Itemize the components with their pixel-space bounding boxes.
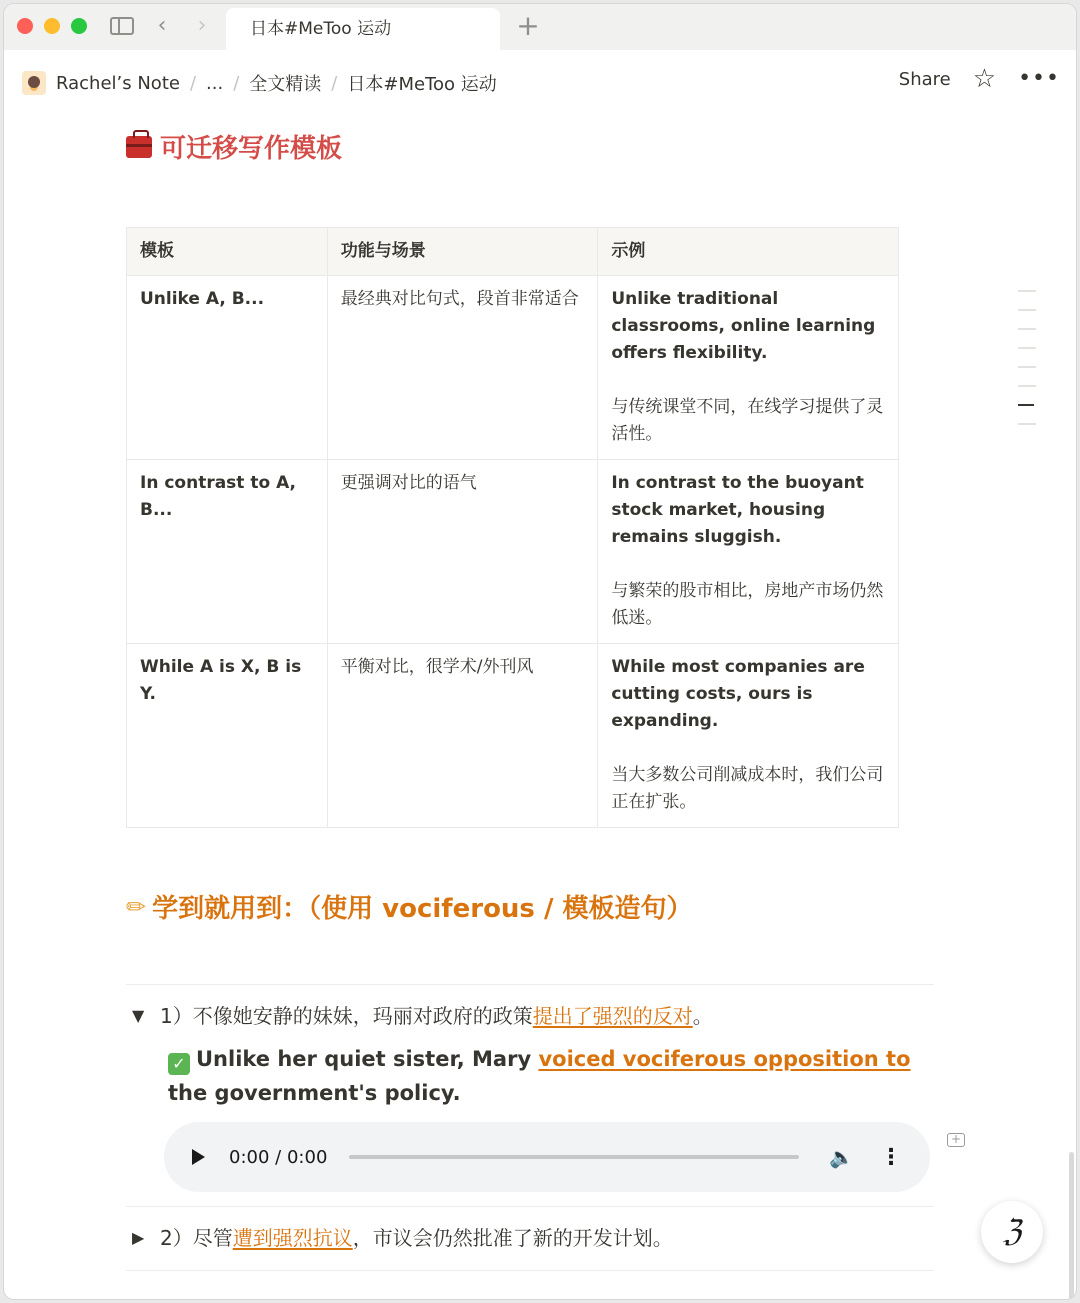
audio-more-icon[interactable]: ⋮ xyxy=(880,1144,902,1170)
example-chinese: 与传统课堂不同，在线学习提供了灵活性。 xyxy=(611,397,884,444)
table-header-cell[interactable]: 模板 xyxy=(127,228,328,276)
function-cell[interactable]: 最经典对比句式，段首非常适合 xyxy=(327,276,598,460)
toc-line[interactable] xyxy=(1018,290,1036,292)
forward-arrow-icon[interactable]: › xyxy=(197,13,207,38)
breadcrumb-page[interactable]: 日本#MeToo 运动 xyxy=(347,74,497,95)
toc-line[interactable] xyxy=(1018,328,1036,330)
maximize-window-button[interactable] xyxy=(71,18,87,34)
breadcrumb-separator: / xyxy=(233,72,240,94)
template-cell[interactable]: While A is X, B is Y. xyxy=(127,644,328,828)
answer-1-suffix: the government's policy. xyxy=(168,1081,461,1105)
audio-duration: 0:00 xyxy=(286,1146,328,1168)
example-english: While most companies are cutting costs, ours is expanding. xyxy=(611,657,865,731)
breadcrumb-ellipsis[interactable]: ... xyxy=(206,72,224,94)
share-button[interactable]: Share xyxy=(898,68,951,90)
app-window xyxy=(4,4,1076,1299)
title-bar xyxy=(4,4,1076,50)
new-tab-plus-icon[interactable]: + xyxy=(516,9,540,42)
toc-line[interactable] xyxy=(1018,366,1036,368)
breadcrumb-separator: / xyxy=(331,72,338,94)
audio-player xyxy=(164,1122,930,1192)
table-row xyxy=(127,460,899,644)
toc-line[interactable] xyxy=(1018,385,1036,387)
example-cell[interactable] xyxy=(598,276,899,460)
audio-progress-slider[interactable] xyxy=(349,1155,799,1159)
table-of-contents-minimap[interactable] xyxy=(1018,290,1038,442)
breadcrumb-section[interactable]: 全文精读 xyxy=(249,74,322,95)
answer-1 xyxy=(168,1042,932,1110)
toggle-1-text xyxy=(160,1000,713,1032)
function-cell[interactable]: 更强调对比的语气 xyxy=(327,460,598,644)
divider xyxy=(126,984,934,985)
toggle-2-prefix: 2）尽管 xyxy=(160,1226,233,1250)
function-cell[interactable]: 平衡对比，很学术/外刊风 xyxy=(327,644,598,828)
answer-1-highlight: voiced vociferous opposition to xyxy=(538,1047,911,1071)
table-row xyxy=(127,276,899,460)
toggle-2-text xyxy=(160,1222,673,1254)
templates-table xyxy=(126,227,899,828)
example-cell[interactable] xyxy=(598,644,899,828)
breadcrumb xyxy=(22,70,497,96)
templates-heading-text: 可迁移写作模板 xyxy=(160,134,343,164)
notion-ai-button[interactable]: ℨ xyxy=(981,1201,1043,1263)
page-actions xyxy=(899,66,1060,92)
example-cell[interactable] xyxy=(598,460,899,644)
active-tab[interactable]: 日本#MeToo 运动 xyxy=(226,8,500,50)
toc-line[interactable] xyxy=(1018,423,1036,425)
template-cell[interactable]: Unlike A, B... xyxy=(127,276,328,460)
practice-heading xyxy=(126,888,693,925)
breadcrumb-workspace[interactable]: Rachel’s Note xyxy=(56,72,180,94)
scrollbar[interactable] xyxy=(1069,1152,1074,1299)
toggle-expanded-icon[interactable]: ▼ xyxy=(132,1006,145,1025)
toolbox-icon xyxy=(126,136,152,158)
toggle-block-1 xyxy=(132,1000,932,1110)
add-comment-icon[interactable]: + xyxy=(947,1133,965,1147)
back-arrow-icon[interactable]: ‹ xyxy=(157,13,167,38)
divider xyxy=(126,1270,934,1271)
volume-icon[interactable]: 🔈 xyxy=(829,1145,854,1169)
check-mark-icon: ✓ xyxy=(168,1053,190,1075)
toc-line[interactable] xyxy=(1018,347,1036,349)
more-options-icon[interactable]: ••• xyxy=(1018,66,1060,91)
minimize-window-button[interactable] xyxy=(44,18,60,34)
audio-time xyxy=(229,1147,327,1168)
practice-heading-text: 学到就用到：（使用 vociferous / 模板造句） xyxy=(152,894,693,924)
table-row xyxy=(127,644,899,828)
example-chinese: 当大多数公司削减成本时，我们公司正在扩张。 xyxy=(611,765,884,812)
toggle-collapsed-icon[interactable]: ▶ xyxy=(132,1228,145,1247)
page-content xyxy=(4,112,1076,1299)
toggle-2-suffix: ，市议会仍然批准了新的开发计划。 xyxy=(352,1226,673,1250)
table-header-cell[interactable]: 示例 xyxy=(598,228,899,276)
audio-current-time: 0:00 xyxy=(229,1146,270,1168)
favorite-star-icon[interactable]: ☆ xyxy=(972,64,997,94)
example-chinese: 与繁荣的股市相比，房地产市场仍然低迷。 xyxy=(611,581,884,628)
close-window-button[interactable] xyxy=(17,18,33,34)
pencil-icon: ✏ xyxy=(126,892,147,921)
audio-time-separator: / xyxy=(275,1146,282,1168)
template-cell[interactable]: In contrast to A, B... xyxy=(127,460,328,644)
workspace-avatar-icon xyxy=(22,71,46,95)
toc-line[interactable] xyxy=(1018,309,1036,311)
templates-heading xyxy=(126,128,342,165)
divider xyxy=(126,1206,934,1207)
example-english: Unlike traditional classrooms, online learning offers flexibility. xyxy=(611,289,876,363)
sidebar-toggle-icon[interactable] xyxy=(108,14,136,38)
example-english: In contrast to the buoyant stock market, housing remains sluggish. xyxy=(611,473,864,547)
answer-1-prefix: Unlike her quiet sister, Mary xyxy=(196,1047,539,1071)
toggle-block-2 xyxy=(132,1222,932,1254)
toggle-1-highlight: 提出了强烈的反对 xyxy=(532,1004,693,1028)
table-header-cell[interactable]: 功能与场景 xyxy=(327,228,598,276)
toc-line-active[interactable] xyxy=(1018,404,1034,406)
play-icon[interactable] xyxy=(192,1149,205,1165)
table-header-row xyxy=(127,228,899,276)
breadcrumb-separator: / xyxy=(189,72,197,94)
toggle-2-highlight: 遭到强烈抗议 xyxy=(232,1226,353,1250)
toggle-1-prefix: 1）不像她安静的妹妹，玛丽对政府的政策 xyxy=(160,1004,533,1028)
page-header-bar xyxy=(4,50,1076,112)
toggle-1-suffix: 。 xyxy=(692,1004,713,1028)
